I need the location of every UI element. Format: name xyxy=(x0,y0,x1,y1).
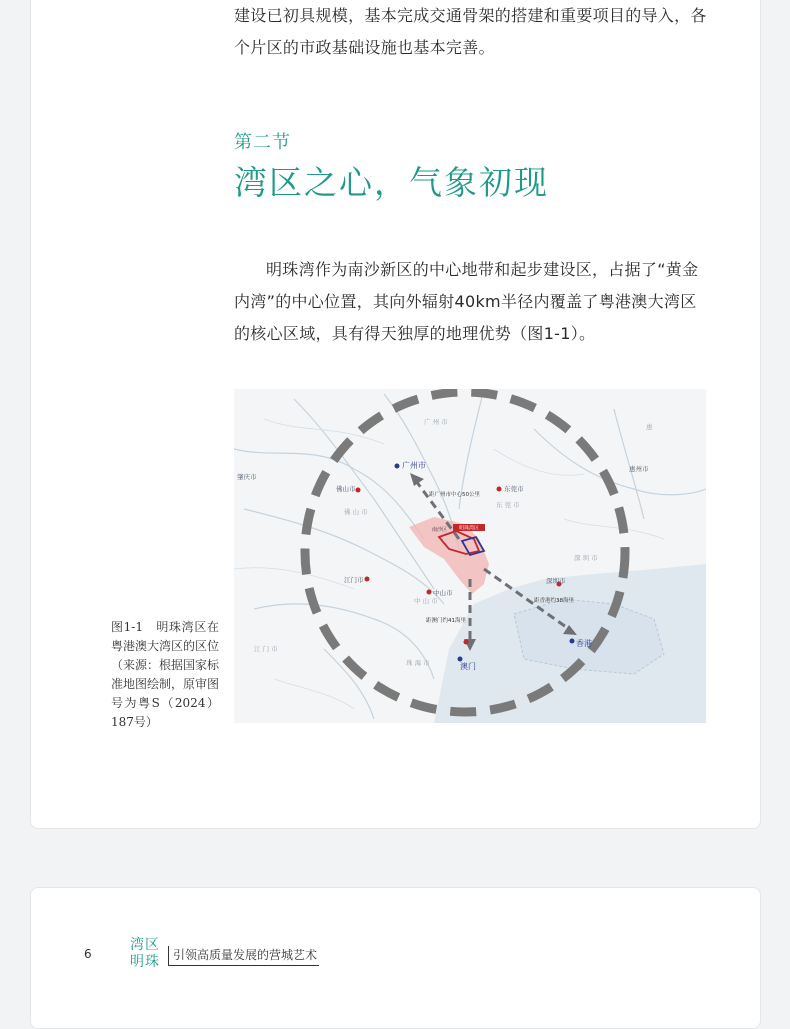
body-paragraph: 明珠湾作为南沙新区的中心地带和起步建设区，占据了“黄金内湾”的中心位置，其向外辐射40km半径内覆盖了粤港澳大湾区的核心区域，具有得天独厚的地理优势（图1-1）。 xyxy=(234,260,699,343)
page-number: 6 xyxy=(84,947,92,961)
location-map xyxy=(234,389,706,723)
map-label-guangzhou: 广州市 xyxy=(402,461,426,470)
map-region-zhongshan: 中 山 市 xyxy=(414,597,438,605)
map-label-macao: 澳门 xyxy=(460,662,476,671)
map-label-zhongshan: 中山市 xyxy=(433,589,453,597)
map-label-zhaoqing: 肇庆市 xyxy=(237,473,257,481)
map-dist-guangzhou: 距广州市中心50公里 xyxy=(429,492,480,498)
brand-line-1: 湾区 xyxy=(130,937,160,953)
map-label-hongkong: 香港 xyxy=(576,639,592,648)
map-region-jiangmen: 江 门 市 xyxy=(254,645,278,653)
section-label: 第二节 xyxy=(234,132,291,153)
brand-mark xyxy=(130,937,160,971)
map-region-foshan: 佛 山 市 xyxy=(344,508,368,516)
map-dist-hongkong: 距香港约38海里 xyxy=(534,598,574,604)
figure-caption: 图1-1 明珠湾区在粤港澳大湾区的区位（来源：根据国家标准地图绘制，原审图号为粤S（2024）187号） xyxy=(111,620,220,729)
map-label-huizhou: 惠州市 xyxy=(629,465,649,473)
brand-line-2: 明珠 xyxy=(130,954,160,970)
map-label-shenzhen: 深圳市 xyxy=(546,577,566,585)
map-region-huizhou: 惠 xyxy=(646,423,653,431)
section-title: 湾区之心，气象初现 xyxy=(234,163,549,202)
map-label-dongguan: 东莞市 xyxy=(504,485,524,493)
footer-tagline: 引领高质量发展的营城艺术 xyxy=(168,946,319,966)
map-dist-macao: 距澳门约41海里 xyxy=(426,618,466,624)
map-region-dongguan: 东 莞 市 xyxy=(496,501,520,509)
map-label-foshan: 佛山市 xyxy=(336,485,356,493)
map-label-mingzhu: 明珠湾区 xyxy=(458,525,480,532)
intro-paragraph: 建设已初具规模，基本完成交通骨架的搭建和重要项目的导入，各个片区的市政基础设施也基本完善。 xyxy=(234,6,707,57)
map-region-guangzhou: 广 州 市 xyxy=(424,418,448,426)
map-label-jiangmen: 江门市 xyxy=(344,576,364,584)
map-region-shenzhen: 深 圳 市 xyxy=(574,554,598,562)
map-label-nansha: 南沙区 xyxy=(432,527,448,533)
map-region-zhuhai: 珠 海 市 xyxy=(406,659,430,667)
